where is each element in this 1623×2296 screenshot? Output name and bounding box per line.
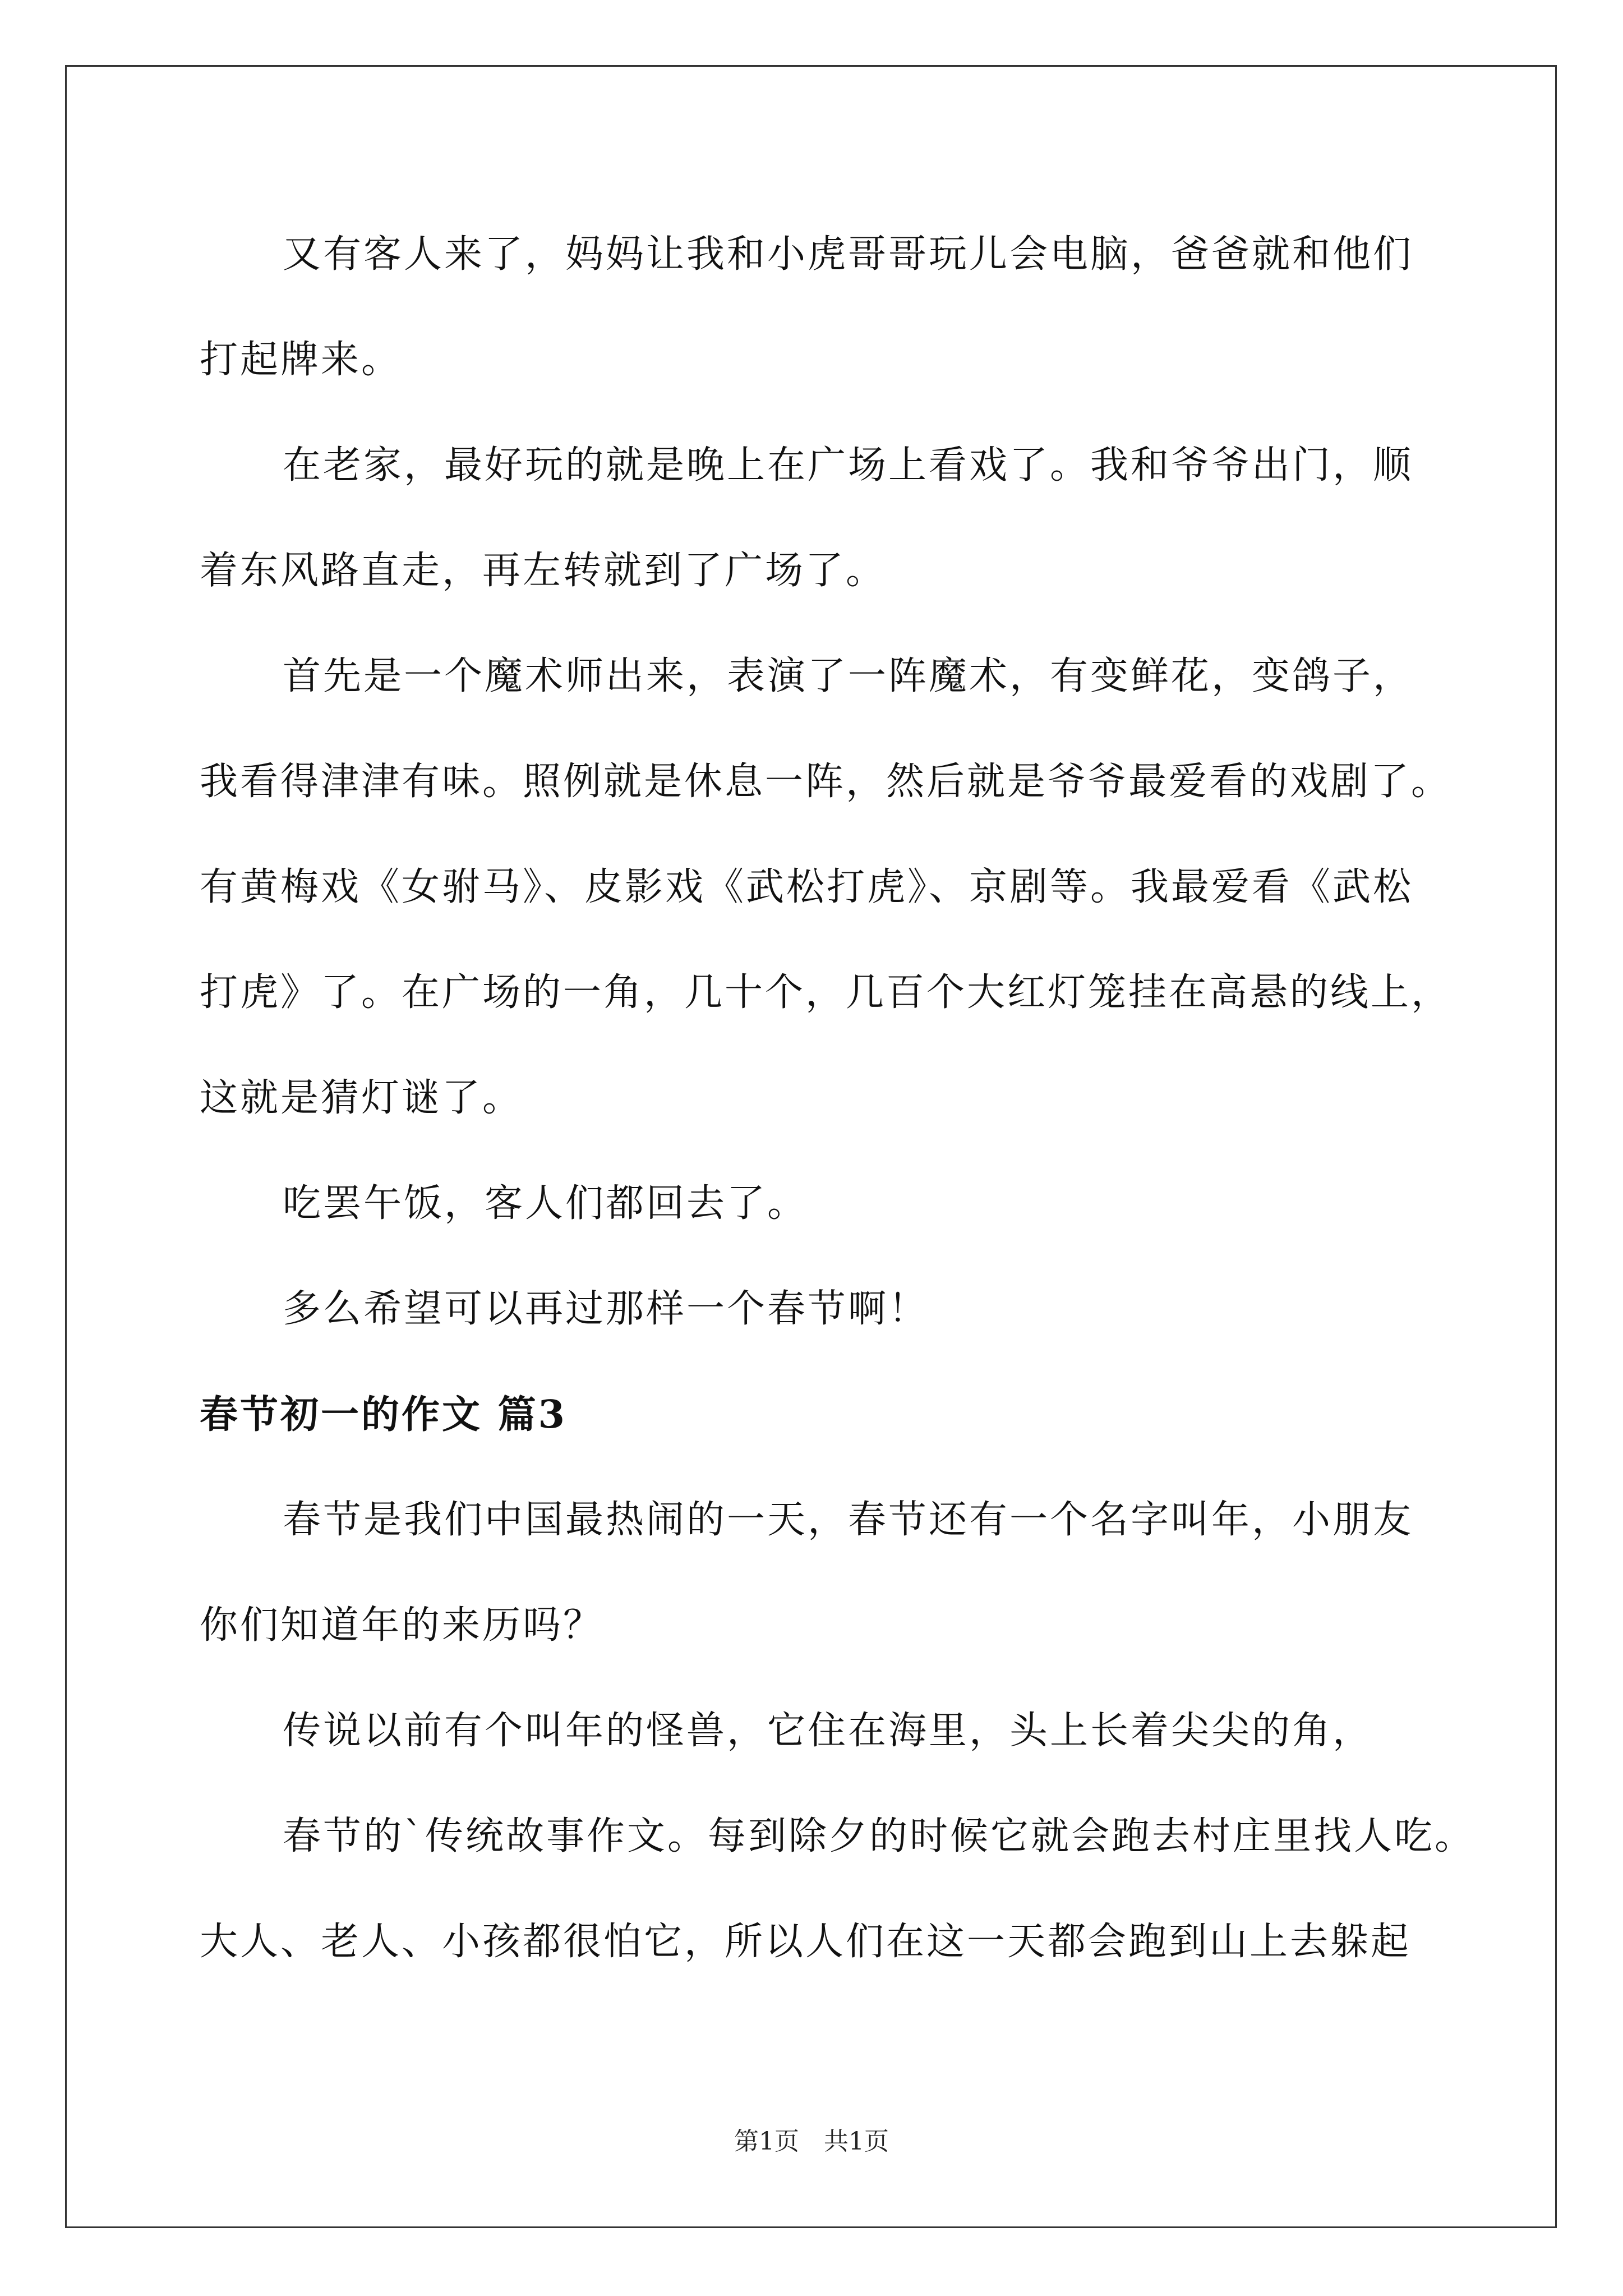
section-heading: 春节初一的作文 篇3	[200, 1392, 567, 1437]
text-line: 你们知道年的来历吗？	[200, 1603, 604, 1648]
text-line: 多么希望可以再过那样一个春节啊！	[283, 1287, 929, 1331]
text-line: 春节是我们中国最热闹的一天，春节还有一个名字叫年，小朋友	[283, 1498, 1414, 1542]
page-number-footer: 第1页 共1页	[734, 2127, 889, 2156]
text-line: 春节的`传统故事作文。每到除夕的时候它就会跑去村庄里找人吃。	[283, 1814, 1476, 1858]
text-line: 在老家，最好玩的就是晚上在广场上看戏了。我和爷爷出门，顺	[283, 443, 1414, 487]
text-line: 大人、老人、小孩都很怕它，所以人们在这一天都会跑到山上去躲起	[200, 1920, 1412, 1964]
text-line: 首先是一个魔术师出来，表演了一阵魔术，有变鲜花，变鸽子，	[283, 654, 1414, 698]
text-line: 打起牌来。	[200, 338, 402, 382]
text-line: 打虎》了。在广场的一角，几十个，几百个大红灯笼挂在高悬的线上，	[200, 970, 1452, 1015]
text-line: 吃罢午饭，客人们都回去了。	[283, 1181, 808, 1226]
text-line: 又有客人来了，妈妈让我和小虎哥哥玩儿会电脑，爸爸就和他们	[283, 232, 1414, 277]
document-body	[200, 202, 1476, 1995]
text-line: 传说以前有个叫年的怪兽，它住在海里，头上长着尖尖的角，	[283, 1709, 1373, 1753]
paragraph-after-lunch	[200, 1151, 1433, 1257]
text-line: 我看得津津有味。照例就是休息一阵，然后就是爷爷最爱看的戏剧了。	[200, 760, 1452, 804]
text-line: 有黄梅戏《女驸马》、皮影戏《武松打虎》、京剧等。我最爱看《武松	[200, 865, 1414, 909]
paragraph-nian-legend	[200, 1678, 1433, 1784]
text-line: 这就是猜灯谜了。	[200, 1076, 523, 1120]
paragraph-wish	[200, 1257, 1433, 1362]
text-line: 着东风路直走，再左转就到了广场了。	[200, 549, 887, 593]
paragraph-guests-computer	[200, 202, 1433, 413]
paragraph-magic-show	[200, 624, 1452, 1151]
paragraph-hometown-square	[200, 413, 1433, 624]
paragraph-spring-festival-intro	[200, 1467, 1433, 1678]
paragraph-nian-story	[200, 1784, 1476, 1995]
